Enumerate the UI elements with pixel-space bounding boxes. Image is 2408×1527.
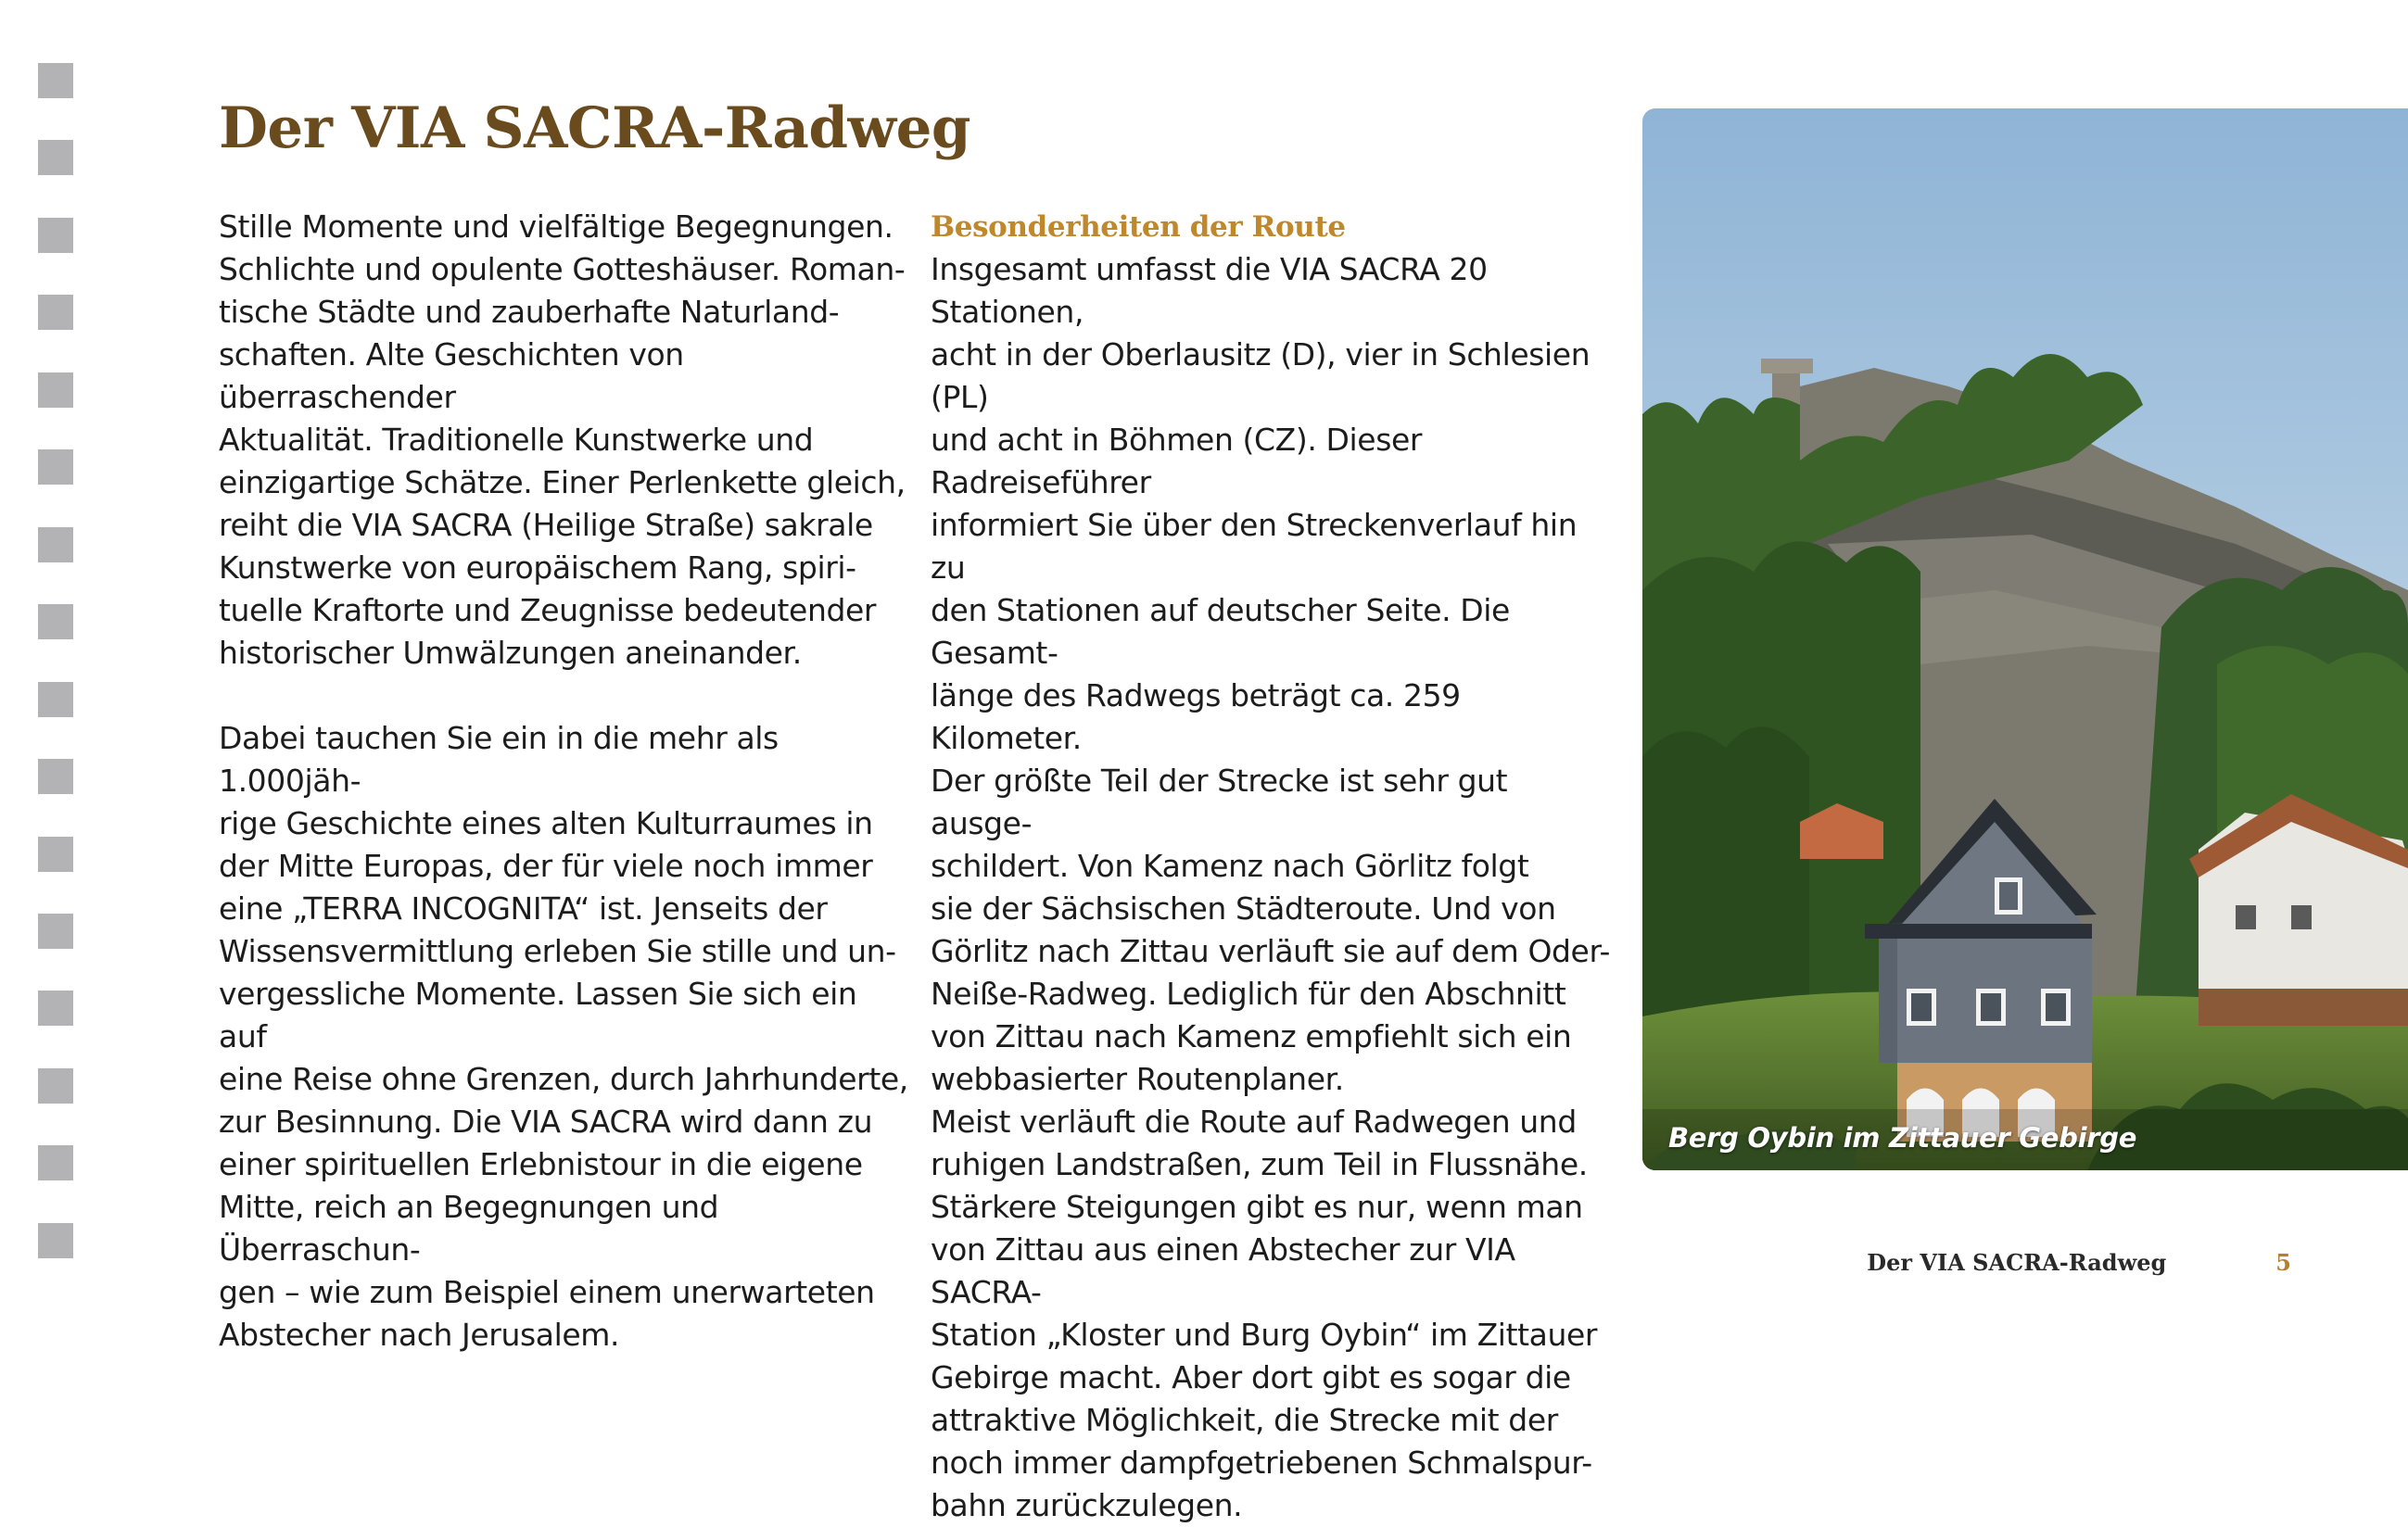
binding-hole bbox=[38, 914, 73, 949]
page-title: Der VIA SACRA-Radweg bbox=[219, 95, 971, 161]
binding-hole bbox=[38, 759, 73, 794]
binding-hole bbox=[38, 1223, 73, 1258]
binding-hole bbox=[38, 449, 73, 485]
binding-hole bbox=[38, 604, 73, 639]
binding-hole bbox=[38, 527, 73, 562]
photo-berg-oybin bbox=[1642, 108, 2408, 1170]
page-number: 5 bbox=[2275, 1249, 2291, 1276]
binding-holes bbox=[38, 63, 73, 1258]
landscape-illustration bbox=[1642, 108, 2408, 1170]
footer-title: Der VIA SACRA-Radweg bbox=[1867, 1249, 2167, 1276]
page-footer bbox=[1867, 1249, 2291, 1276]
binding-hole bbox=[38, 1145, 73, 1180]
intro-column bbox=[219, 206, 909, 1357]
binding-hole bbox=[38, 837, 73, 872]
binding-hole bbox=[38, 63, 73, 98]
binding-hole bbox=[38, 140, 73, 175]
binding-hole bbox=[38, 218, 73, 253]
binding-hole bbox=[38, 1068, 73, 1104]
binding-hole bbox=[38, 682, 73, 717]
route-column bbox=[931, 206, 1616, 1527]
route-paragraph: Insgesamt umfasst die VIA SACRA 20 Stationen, acht in der Oberlausitz (D), vier in Schlesien (PL) und acht in Böhmen (CZ). Dieser Radreiseführer informiert Sie über den Streckenverlauf hin zu den Stationen auf deutscher Seite. Die Gesamt- länge des Radwegs beträgt ca. 259 Kilometer. Der größte Teil der Strecke ist sehr gut ausge- schildert. Von Kamenz nach Görlitz folgt sie der Sächsischen Städteroute. Und von Görlitz nach Zittau verläuft sie auf dem Oder- Neiße-Radweg. Lediglich für den Abschnitt von Zittau nach Kamenz empfiehlt sich ein webbasierter Routenplaner. bbox=[931, 251, 1611, 1097]
binding-hole bbox=[38, 372, 73, 408]
intro-paragraph: Stille Momente und vielfältige Begegnungen. Schlichte und opulente Gotteshäuser. Roman- tische Städte und zauberhafte Naturland- schaften. Alte Geschichten von überraschender Aktualität. Traditionelle Kunstwerke und einzigartige Schätze. Einer Perlenkette gleich, reiht die VIA SACRA (Heilige Straße) sakrale Kunstwerke von europäischem Rang, spiri- tuelle Kraftorte und Zeugnisse bedeutender historischer Umwälzungen aneinander. bbox=[219, 208, 906, 671]
photo-caption: Berg Oybin im Zittauer Gebirge bbox=[1668, 1122, 2137, 1154]
binding-hole bbox=[38, 295, 73, 330]
route-heading: Besonderheiten der Route bbox=[931, 210, 1346, 244]
route-paragraph: Meist verläuft die Route auf Radwegen und ruhigen Landstraßen, zum Teil in Flussnähe. Stärkere Steigungen gibt es nur, wenn man von Zittau aus einen Abstecher zur VIA SACRA- Station „Kloster und Burg Oybin“ im Zittauer Gebirge macht. Aber dort gibt es sogar die attraktive Möglichkeit, die Strecke mit der noch immer dampfgetriebenen Schmalspur- bahn zurückzulegen. bbox=[931, 1104, 1598, 1523]
binding-hole bbox=[38, 991, 73, 1026]
intro-paragraph: Dabei tauchen Sie ein in die mehr als 1.000jäh- rige Geschichte eines alten Kulturraumes in der Mitte Europas, der für viele noch immer eine „TERRA INCOGNITA“ ist. Jenseits der Wissensvermittlung erleben Sie stille und un- vergessliche Momente. Lassen Sie sich ein auf eine Reise ohne Grenzen, durch Jahrhunderte, zur Besinnung. Die VIA SACRA wird dann zu einer spirituellen Erlebnistour in die eigene Mitte, reich an Begegnungen und Überraschun- gen – wie zum Beispiel einem unerwarteten Abstecher nach Jerusalem. bbox=[219, 720, 908, 1353]
